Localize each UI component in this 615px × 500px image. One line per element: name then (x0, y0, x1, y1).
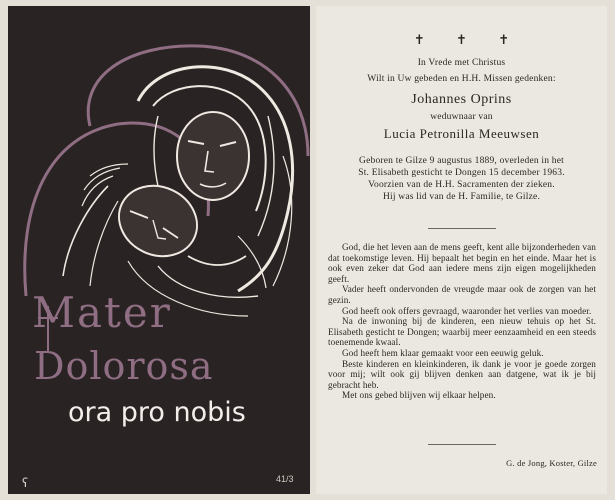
bio-line: Hij was lid van de H. Familie, te Gilze. (382, 192, 541, 202)
paragraph: God heeft hem klaar gemaakt voor een eeuwig geluk. (342, 347, 544, 358)
paragraph: Vader heeft ondervonden de vreugde maar ook de zorgen van het gezin. (328, 284, 596, 305)
deceased-name: Johannes Oprins (411, 92, 512, 107)
title-dolorosa: Dolorosa (34, 344, 214, 388)
page-number: 41/3 (276, 474, 294, 484)
widower-of: weduwnaar van (430, 112, 493, 122)
cross-icon: ✝ (456, 32, 467, 47)
paragraph: God, die het leven aan de mens geeft, kent alle bijzonderheden van dat toekomstige leven. Hij bepaalt het begin en het einde. Maar het is ook even zeker dat God aan iedere mens zijn eigen mogelijkheden geeft. (328, 242, 596, 284)
spouse-name: Lucia Petronilla Meeuwsen (383, 126, 540, 141)
cross-icon: ✝ (498, 32, 510, 47)
paragraph: Met ons gebed blijven wij elkaar helpen. (342, 390, 496, 401)
greeting: In Vrede met Christus (417, 58, 506, 68)
subtitle-ora-pro-nobis: ora pro nobis (68, 397, 246, 428)
cross-icon: ✝ (413, 32, 425, 47)
title-mater: Mater (32, 288, 172, 337)
bio-line: St. Elisabeth gesticht te Dongen 15 december 1963. (358, 168, 565, 178)
bio-line: Geboren te Gilze 9 augustus 1889, overleden in het (359, 156, 564, 166)
printer-credit: G. de Jong, Koster, Gilze (506, 458, 597, 468)
paragraph: Beste kinderen en kleinkinderen, ik dank je voor je goede zorgen voor mij; wilt ook gij blijven denken aan datgene, wat ik je bij gebracht heb. (328, 358, 596, 390)
front-panel (8, 6, 310, 494)
crosses-row (316, 32, 607, 48)
divider (428, 228, 496, 229)
corner-symbol: ʕ (22, 476, 29, 490)
prayer-request: Wilt in Uw gebeden en H.H. Missen gedenken: (367, 74, 556, 84)
paragraph: God heeft ook offers gevraagd, waaronder het verlies van moeder. (342, 305, 592, 316)
text-panel (316, 6, 607, 494)
paragraph: Na de inwoning bij de kinderen, een nieuw tehuis op het St. Elisabeth gesticht te Dongen; waarbij meer eenzaamheid en een steeds toenemende kwaal. (328, 316, 596, 348)
divider (428, 444, 496, 445)
bio-line: Voorzien van de H.H. Sacramenten der zieken. (368, 180, 555, 190)
memorial-text (328, 242, 596, 401)
